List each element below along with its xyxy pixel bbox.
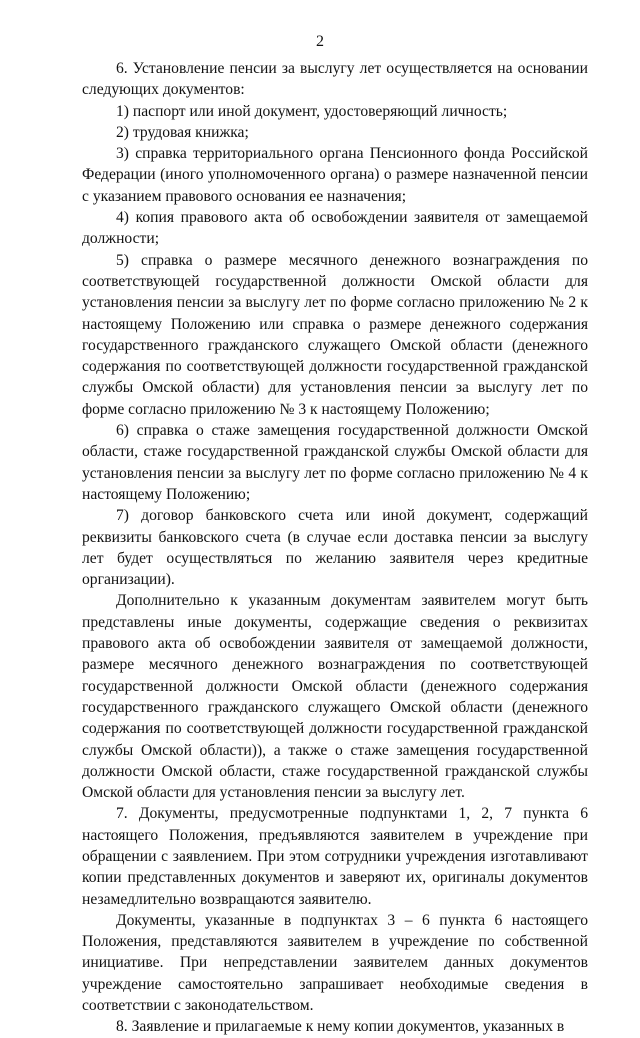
paragraph-7: 7. Документы, предусмотренные подпунктами 1, 2, 7 пункта 6 настоящего Положения, предъявляются заявителем в учреждение при обращении с заявлением. При этом сотрудники учреждения изготавливают копии представленных документов и заверяют их, оригиналы документов незамедлительно возвращаются заявителю. <box>82 805 588 908</box>
page-number: 2 <box>316 33 324 50</box>
document-body <box>82 58 588 1038</box>
paragraph-6-intro: 6. Установление пенсии за выслугу лет осуществляется на основании следующих документов: <box>82 60 588 99</box>
list-item-2: 2) трудовая книжка; <box>116 123 249 141</box>
list-item-7: 7) договор банковского счета или иной документ, содержащий реквизиты банковского счета (в случае если доставка пенсии за выслугу лет будет осуществляться по желанию заявителя через кредитные организации). <box>82 507 588 589</box>
paragraph-documents-3-6: Документы, указанные в подпунктах 3 – 6 пункта 6 настоящего Положения, представляются заявителем в учреждение по собственной инициативе. При непредставлении заявителем данных документов учреждение самостоятельно запрашивает необходимые сведения в соответствии с законодательством. <box>82 911 588 1015</box>
paragraph-8: 8. Заявление и прилагаемые к нему копии документов, указанных в <box>116 1018 565 1036</box>
list-item-6: 6) справка о стаже замещения государственной должности Омской области, стаже государственной гражданской службы Омской области для установления пенсии за выслугу лет по форме согласно приложению № 4 к настоящему Положению; <box>82 422 588 503</box>
list-item-3: 3) справка территориального органа Пенсионного фонда Российской Федерации (иного уполномоченного органа) о размере назначенной пенсии с указанием правового основания ее назначения; <box>82 145 588 205</box>
list-item-1: 1) паспорт или иной документ, удостоверяющий личность; <box>116 102 508 120</box>
list-item-4: 4) копия правового акта об освобождении заявителя от замещаемой должности; <box>82 209 588 248</box>
paragraph-additional-documents: Дополнительно к указанным документам заявителем могут быть представлены иные документы, содержащие сведения о реквизитах правового акта об освобождении заявителя от замещаемой должности, размере месячного денежного вознаграждения по соответствующей государственной должности Омской области (денежного содержания государственного гражданского служащего Омской области (денежного содержания по соответствующей должности государственной гражданской службы Омской области)), а также о стаже замещения государственной должности Омской области, стаже государственной гражданской службы Омской области для установления пенсии за выслугу лет. <box>82 592 588 802</box>
list-item-5: 5) справка о размере месячного денежного вознаграждения по соответствующей государственной должности Омской области для установления пенсии за выслугу лет по форме согласно приложению № 2 к настоящему Положению или справка о размере денежного содержания государственного гражданского служащего Омской области (денежного содержания по соответствующей должности государственной гражданской службы Омской области) для установления пенсии за выслугу лет по форме согласно приложению № 3 к настоящему Положению; <box>82 251 588 418</box>
